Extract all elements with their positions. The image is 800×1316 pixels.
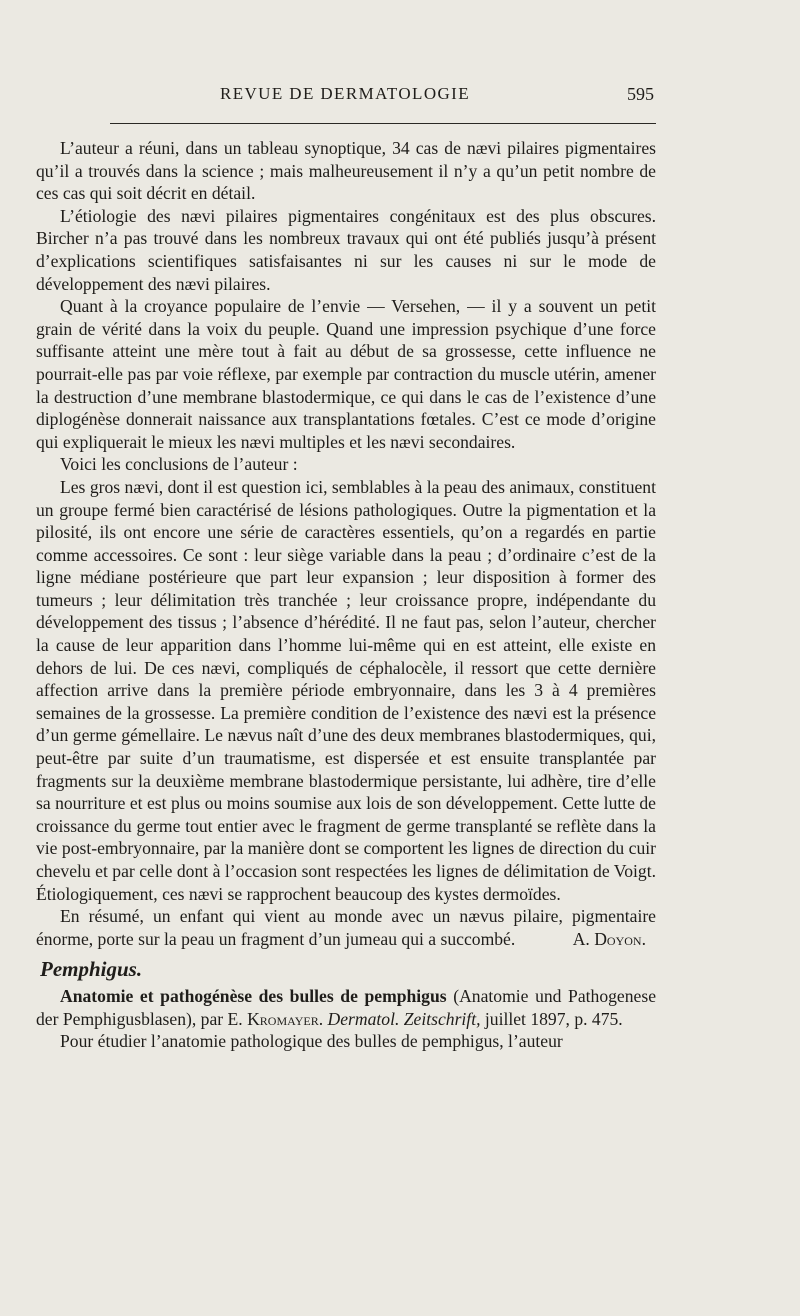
paragraph: Les gros nævi, dont il est question ici, semblables à la peau des animaux, constituent un groupe fermé bien caractérisé de lésions pathologiques. Outre la pigmentation et la pilosité, ils ont encore une série de caractères essentiels, qu’on a regardés en partie comme accessoires. Ce sont : leur siège variable dans la peau ; d’ordinaire c’est de la ligne médiane postérieure que part leur expansion ; leur disposition à former des tumeurs ; leur délimitation très tranchée ; leur croissance propre, indépendante du développement des tissus ; l’absence d’hérédité. Il ne faut pas, selon l’auteur, chercher la cause de leur apparition dans l’homme lui-même qui en est atteint, elle existe en dehors de lui. De ces nævi, compliqués de céphalocèle, il ressort que cette dernière affection arrive dans la première période embryonnaire, dans les 3 à 4 premières semaines de la grossesse. La première condition de l’existence des nævi est la présence d’un germe gémellaire. Le nævus naît d’une des deux membranes blastodermiques, qui, peut-être par suite d’un traumatisme, est dispersée et est ensuite transplantée par fragments sur la deuxième membrane blastodermique persistante, lui adhère, tire d’elle sa nourriture et est plus ou moins soumise aux lois de son développement. Cette lutte de croissance du germe tout entier avec le fragment de germe transplanté se reflète dans la vie post-embryonnaire, par la manière dont se comportent les lignes de direction du cuir chevelu et par celle dont à l’occasion sont respectées les lignes de délimitation de Voigt. Étiologiquement, ces nævi se rapprochent beaucoup des kystes dermoïdes. bbox=[36, 476, 656, 904]
paragraph: L’étiologie des nævi pilaires pigmentaires congénitaux est des plus obscures. Bircher n’a pas trouvé dans les nombreux travaux qui ont été publiés jusqu’à présent d’explications scientifiques satisfaisantes ni sur les causes ni sur le mode de développement des nævi pilaires. bbox=[36, 205, 656, 294]
journal-title: REVUE DE DERMATOLOGIE bbox=[219, 84, 471, 103]
paragraph: Voici les conclusions de l’auteur : bbox=[60, 454, 298, 475]
article-author: E. Kromayer. bbox=[227, 1008, 324, 1029]
article-date: juillet 1897, p. 475. bbox=[484, 1008, 623, 1029]
signature: A. Doyon. bbox=[572, 928, 646, 949]
article-body bbox=[36, 137, 656, 1053]
article-journal: Dermatol. Zeitschrift, bbox=[327, 1008, 481, 1029]
paragraph: En résumé, un enfant qui vient au monde avec un nævus pilaire, pigmentaire énorme, porte sur la peau un fragment d’un jumeau qui a succombé. bbox=[36, 906, 656, 949]
running-header bbox=[36, 84, 654, 112]
paragraph: Pour étudier l’anatomie pathologique des bulles de pemphigus, l’auteur bbox=[60, 1031, 563, 1052]
article-german-title: (Anatomie und Pathogenese der Pemphigusblasen), par bbox=[36, 985, 657, 1029]
header-rule bbox=[110, 123, 656, 124]
paragraph: Quant à la croyance populaire de l’envie — Versehen, — il y a souvent un petit grain de vérité dans la voix du peuple. Quand une impression psychique d’une force suffisante atteint une mère tout à fait au début de sa grossesse, cette influence ne pourrait-elle pas par voie réflexe, par exemple par contraction du muscle utérin, amener la destruction d’une membrane blastodermique, ce qui dans le cas de l’existence d’une diplogénèse donnerait naissance aux transplantations fœtales. C’est ce mode d’origine qui expliquerait le mieux les nævi multiples et les nævi secondaires. bbox=[36, 296, 656, 452]
article-title: Anatomie et pathogénèse des bulles de pemphigus bbox=[60, 985, 447, 1006]
paragraph: L’auteur a réuni, dans un tableau synoptique, 34 cas de nævi pilaires pigmentaires qu’il a trouvés dans la science ; mais malheureusement il n’y a qu’un petit nombre de ces cas qui soit décrit en détail. bbox=[36, 138, 656, 204]
section-title: Pemphigus. bbox=[40, 957, 143, 982]
page-number: 595 bbox=[627, 84, 654, 104]
article-heading bbox=[36, 985, 656, 1030]
